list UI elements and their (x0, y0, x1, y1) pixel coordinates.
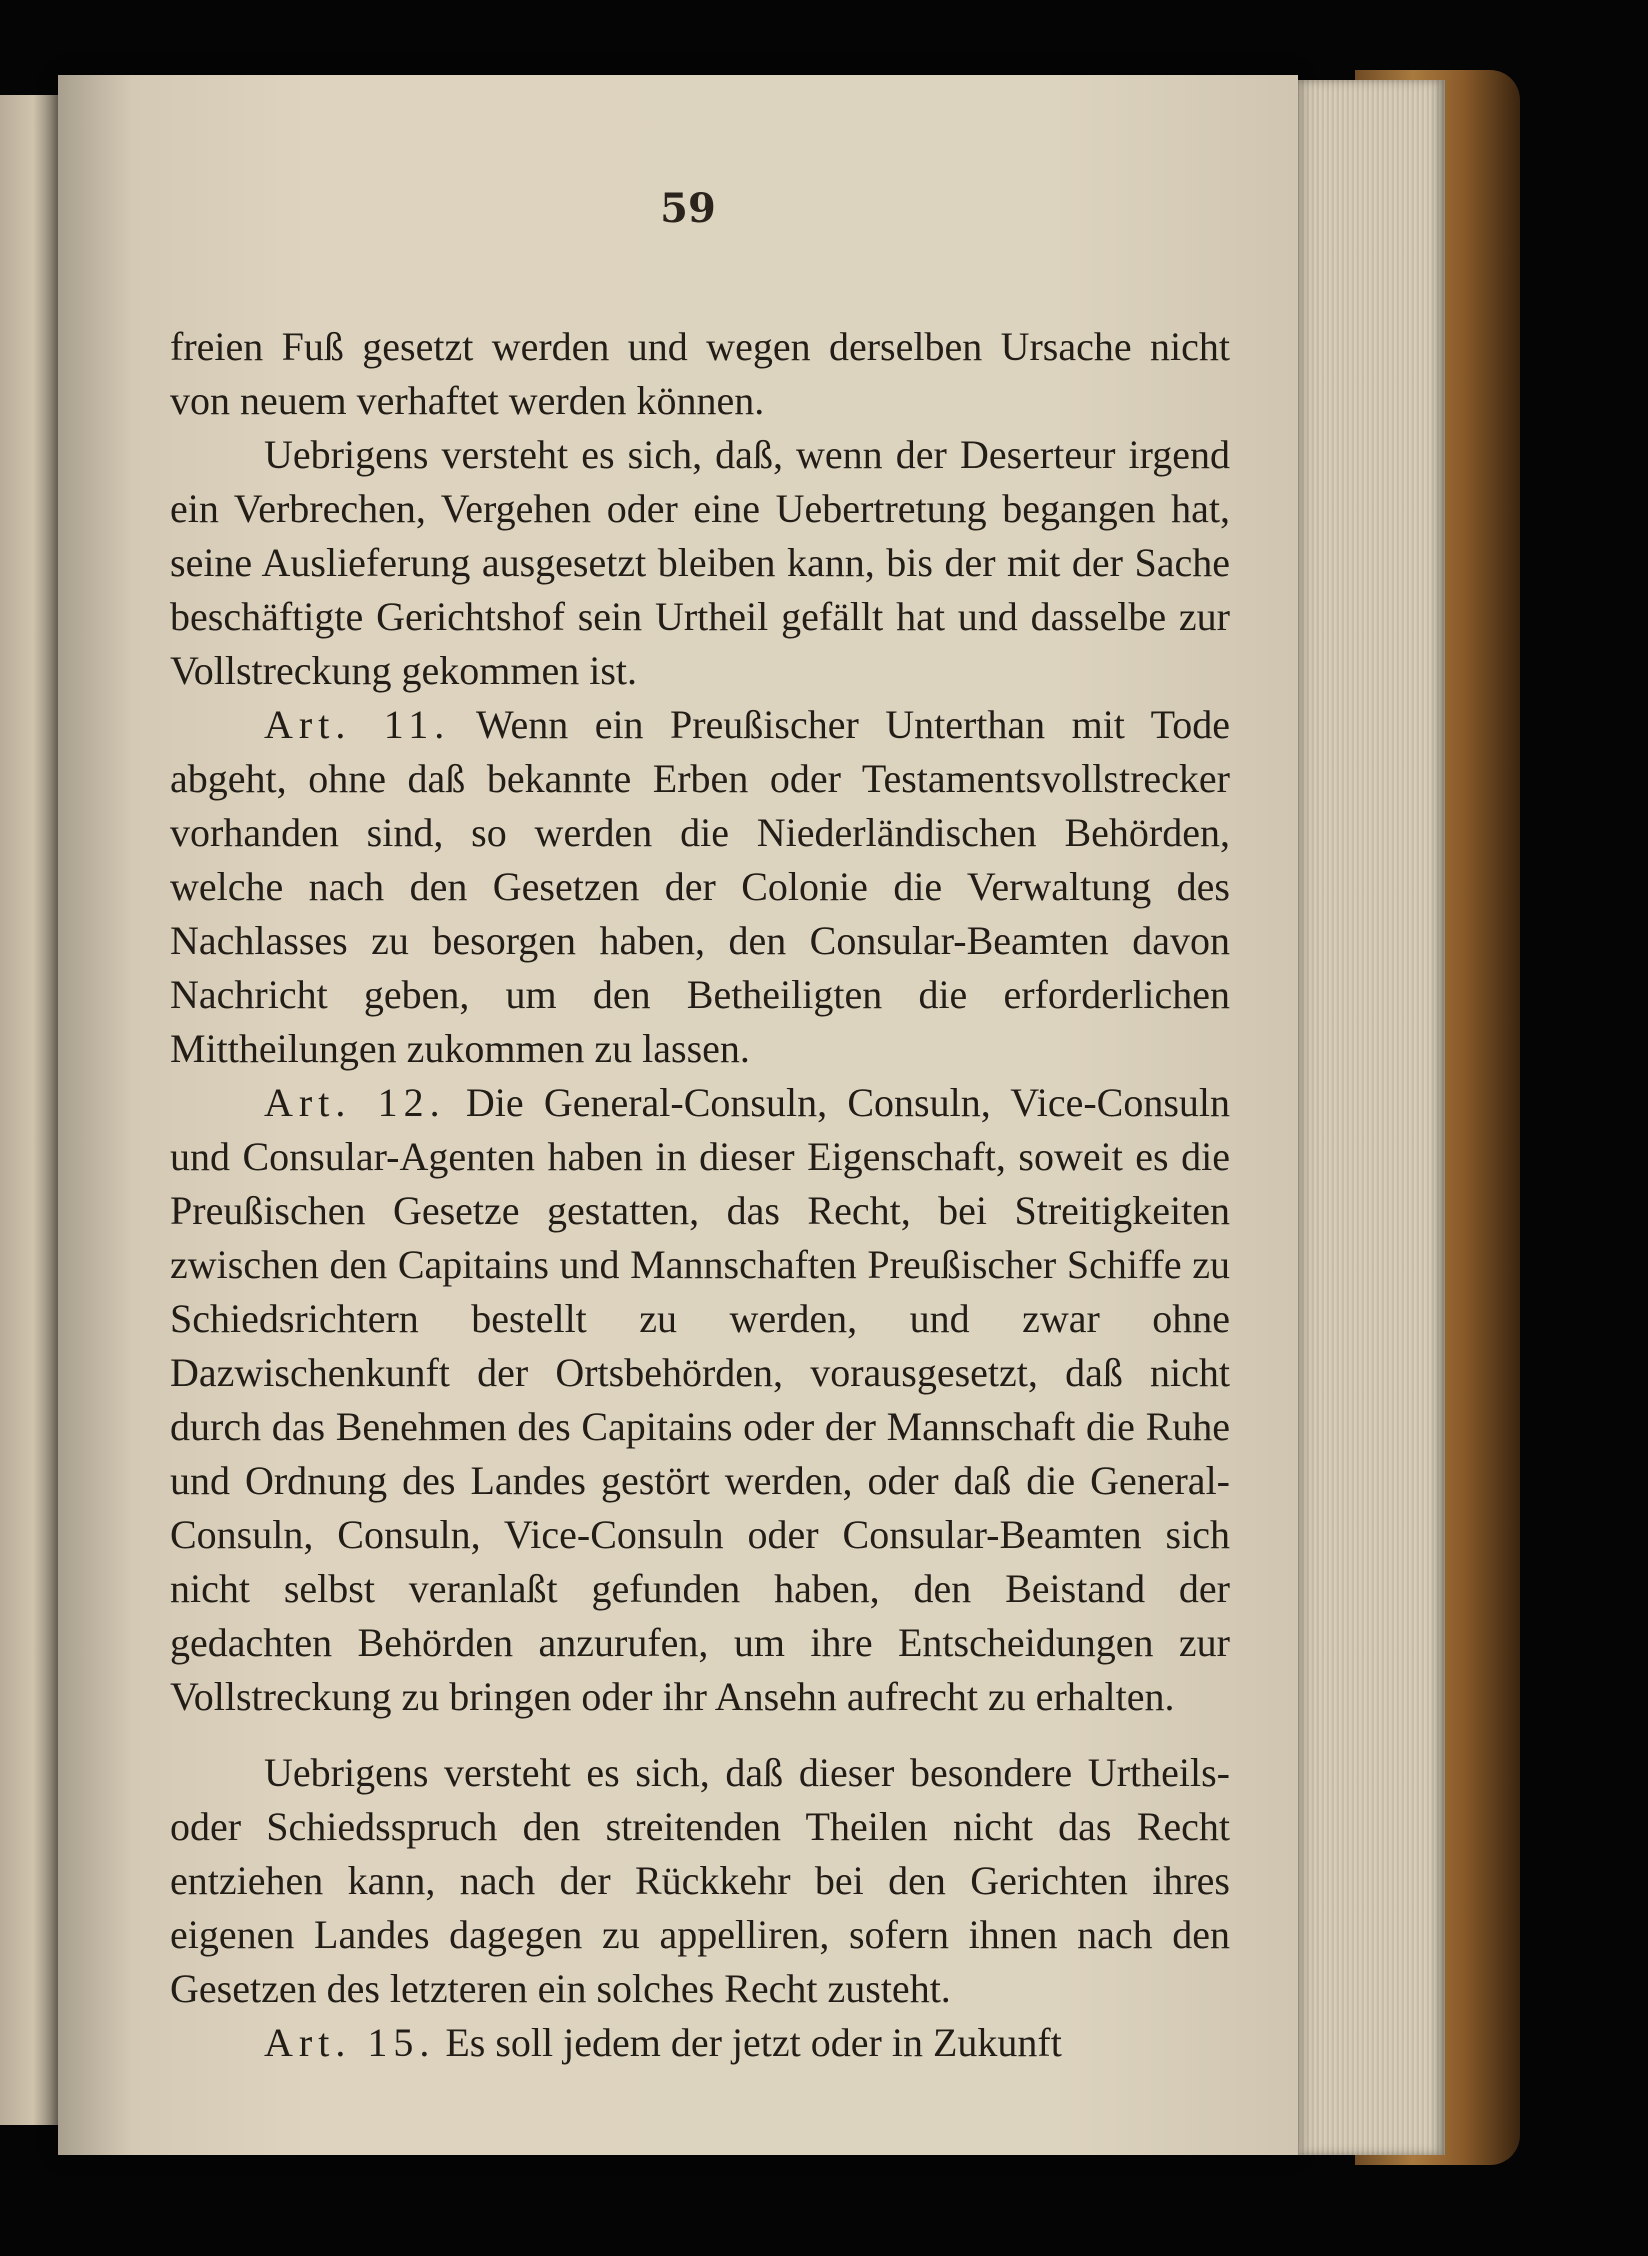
paragraph-text: freien Fuß gesetzt werden und wegen derselben Ursache nicht von neuem verhaftet werden können. (170, 324, 1230, 423)
paragraph-text: Wenn ein Preußischer Unterthan mit Tode abgeht, ohne daß bekannte Erben oder Testamentsvollstrecker vorhanden sind, so werden die Niederländischen Behörden, welche nach den Gesetzen der Colonie die Verwaltung des Nachlasses zu besorgen haben, den Consular-Beamten davon Nachricht geben, um den Betheiligten die erforderlichen Mittheilungen zukommen zu lassen. (170, 702, 1231, 1071)
article-paragraph (170, 698, 1230, 1076)
paragraph-text: Uebrigens versteht es sich, daß, wenn der Deserteur irgend ein Verbrechen, Vergehen oder eine Uebertretung begangen hat, seine Auslieferung ausgesetzt bleiben kann, bis der mit der Sache beschäftigte Gerichtshof sein Urtheil gefällt hat und dasselbe zur Vollstreckung gekommen ist. (170, 432, 1230, 693)
previous-page-edge (0, 95, 60, 2125)
article-paragraph (170, 1076, 1230, 1724)
paragraph-text: Die General-Consuln, Consuln, Vice-Consuln und Consular-Agenten haben in dieser Eigenschaft, soweit es die Preußischen Gesetze gestatten, das Recht, bei Streitigkeiten zwischen den Capitains und Mannschaften Preußischer Schiffe zu Schiedsrichtern bestellt zu werden, und zwar ohne Dazwischenkunft der Ortsbehörden, vorausgesetzt, daß nicht durch das Benehmen des Capitains oder der Mannschaft die Ruhe und Ordnung des Landes gestört werden, oder daß die General-Consuln, Consuln, Vice-Consuln oder Consular-Beamten sich nicht selbst veranlaßt gefunden haben, den Beistand der gedachten Behörden anzurufen, um ihre Entscheidungen zur Vollstreckung zu bringen oder ihr Ansehn aufrecht zu erhalten. (170, 1080, 1231, 1719)
page-stack-edge (1285, 80, 1445, 2155)
paragraph (170, 320, 1230, 428)
article-label: Art. 11. (264, 702, 451, 747)
page-text (170, 320, 1230, 2070)
book-page (58, 75, 1298, 2155)
page-number: 59 (660, 185, 716, 232)
article-label: Art. 12. (264, 1080, 446, 1125)
paragraph (170, 428, 1230, 698)
article-paragraph (170, 2016, 1230, 2070)
paragraph (170, 1746, 1230, 2016)
paragraph-text: Uebrigens versteht es sich, daß dieser besondere Urtheils- oder Schiedsspruch den streitenden Theilen nicht das Recht entziehen kann, nach der Rückkehr bei den Gerichten ihres eigenen Landes dagegen zu appelliren, sofern ihnen nach den Gesetzen des letzteren ein solches Recht zusteht. (170, 1750, 1230, 2011)
paragraph-text: Es soll jedem der jetzt oder in Zukunft (445, 2020, 1062, 2065)
article-label: Art. 15. (264, 2020, 436, 2065)
